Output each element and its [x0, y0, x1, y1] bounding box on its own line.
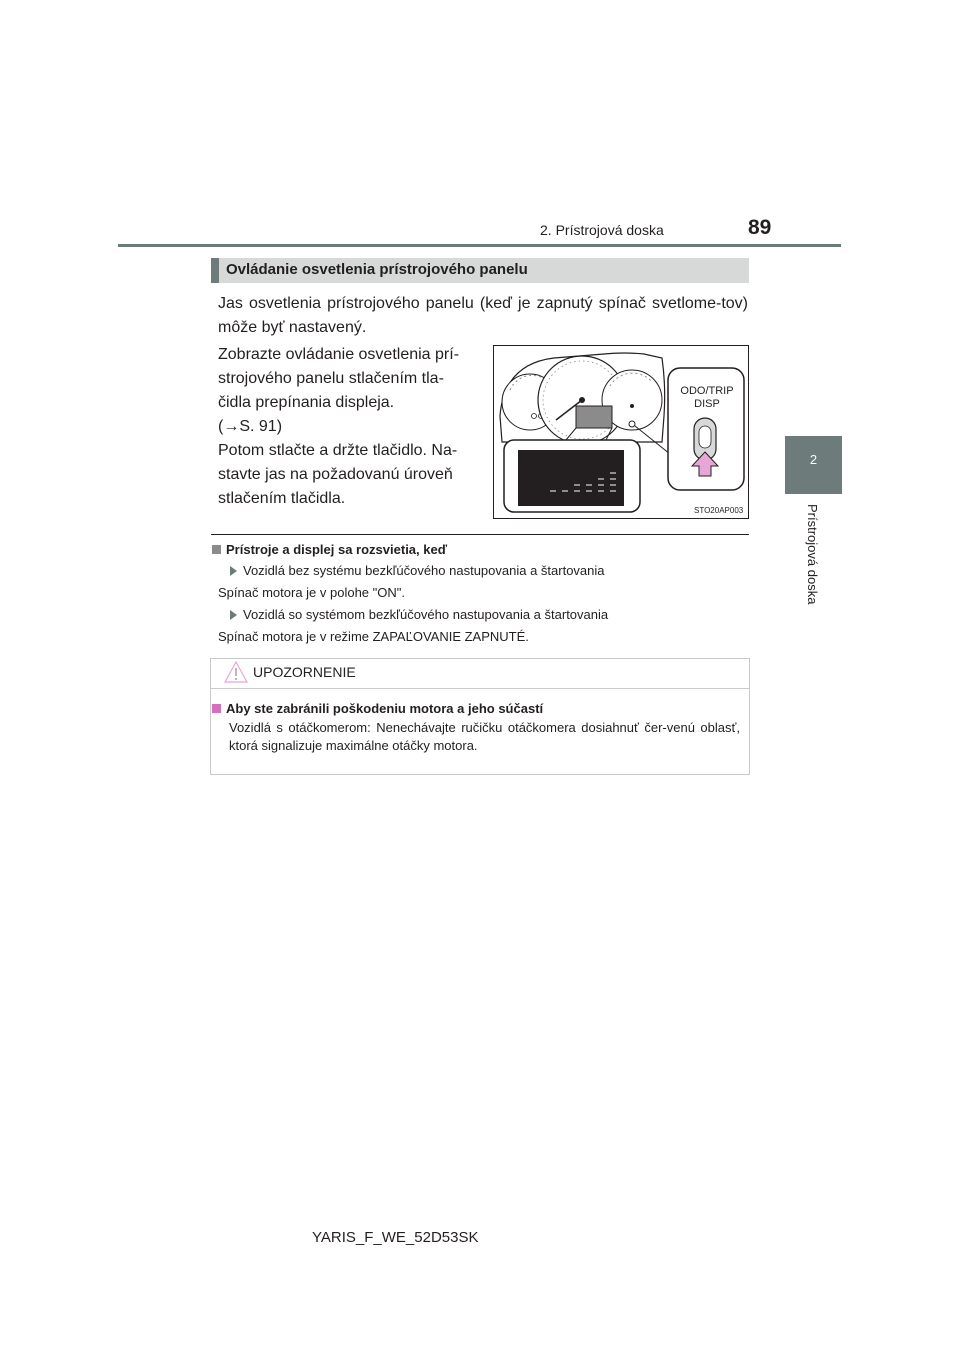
header-rule — [118, 244, 841, 247]
note-heading-text: Prístroje a displej sa rozsvietia, keď — [226, 542, 448, 557]
note-item-text: Vozidlá bez systému bezkľúčového nastupovania a štartovania — [243, 563, 605, 578]
warning-text: Vozidlá s otáčkomerom: Nenechávajte ručičku otáčkomera dosiahnuť čer-venú oblasť, ktorá signalizuje maximálne otáčky motora. — [229, 720, 740, 753]
button-label — [670, 385, 744, 411]
step-line: čidla prepínania displeja. — [218, 394, 395, 411]
step-line: stlačením tlačidla. — [218, 490, 346, 507]
cluster-display — [576, 406, 612, 428]
display-screen — [518, 450, 624, 506]
chapter-side-label: Prístrojová doska — [805, 504, 820, 605]
note-item: Spínač motora je v polohe "ON". — [218, 585, 405, 600]
step-line: Potom stlačte a držte tlačidlo. Na- — [218, 442, 458, 459]
warning-title-text: Aby ste zabránili poškodeniu motora a jeho súčastí — [226, 701, 544, 716]
section-heading-marker — [211, 258, 219, 283]
warning-triangle-icon — [224, 661, 248, 688]
note-item — [230, 563, 605, 578]
step-paragraph — [218, 343, 476, 511]
page-number: 89 — [748, 216, 772, 239]
note-item-text: Vozidlá so systémom bezkľúčového nastupovania a štartovania — [243, 607, 609, 622]
section-title: Ovládanie osvetlenia prístrojového panelu — [226, 261, 528, 278]
warning-divider — [211, 688, 749, 689]
step-line: Zobrazte ovládanie osvetlenia prí- — [218, 346, 460, 363]
button-label-line: DISP — [694, 398, 720, 410]
header-section-title: 2. Prístrojová doska — [540, 222, 664, 238]
chapter-tab-number: 2 — [809, 452, 818, 467]
step-line: (→S. 91) — [218, 418, 283, 435]
intro-paragraph: Jas osvetlenia prístrojového panelu (keď je zapnutý spínač svetlome-tov) môže byť nastavený. — [218, 295, 748, 336]
warning-title — [212, 701, 543, 716]
note-heading — [212, 542, 447, 557]
note-item: Spínač motora je v režime ZAPAĽOVANIE ZAPNUTÉ. — [218, 629, 529, 644]
figure-code: STO20AP003 — [694, 506, 744, 515]
triangle-bullet-icon — [230, 566, 237, 576]
step-line: strojového panelu stlačením tla- — [218, 370, 444, 387]
note-item — [230, 607, 608, 622]
step-line: stavte jas na požadovanú úroveň — [218, 466, 453, 483]
instrument-cluster-illustration — [493, 345, 749, 519]
section-separator — [211, 534, 749, 535]
warning-label: UPOZORNENIE — [253, 664, 356, 680]
button-label-line: ODO/TRIP — [680, 385, 734, 397]
cluster-drawing — [494, 346, 749, 519]
triangle-bullet-icon — [230, 610, 237, 620]
footer-code: YARIS_F_WE_52D53SK — [312, 1229, 479, 1246]
cluster-button — [629, 421, 635, 427]
square-bullet-icon — [212, 704, 221, 713]
square-bullet-icon — [212, 545, 221, 554]
